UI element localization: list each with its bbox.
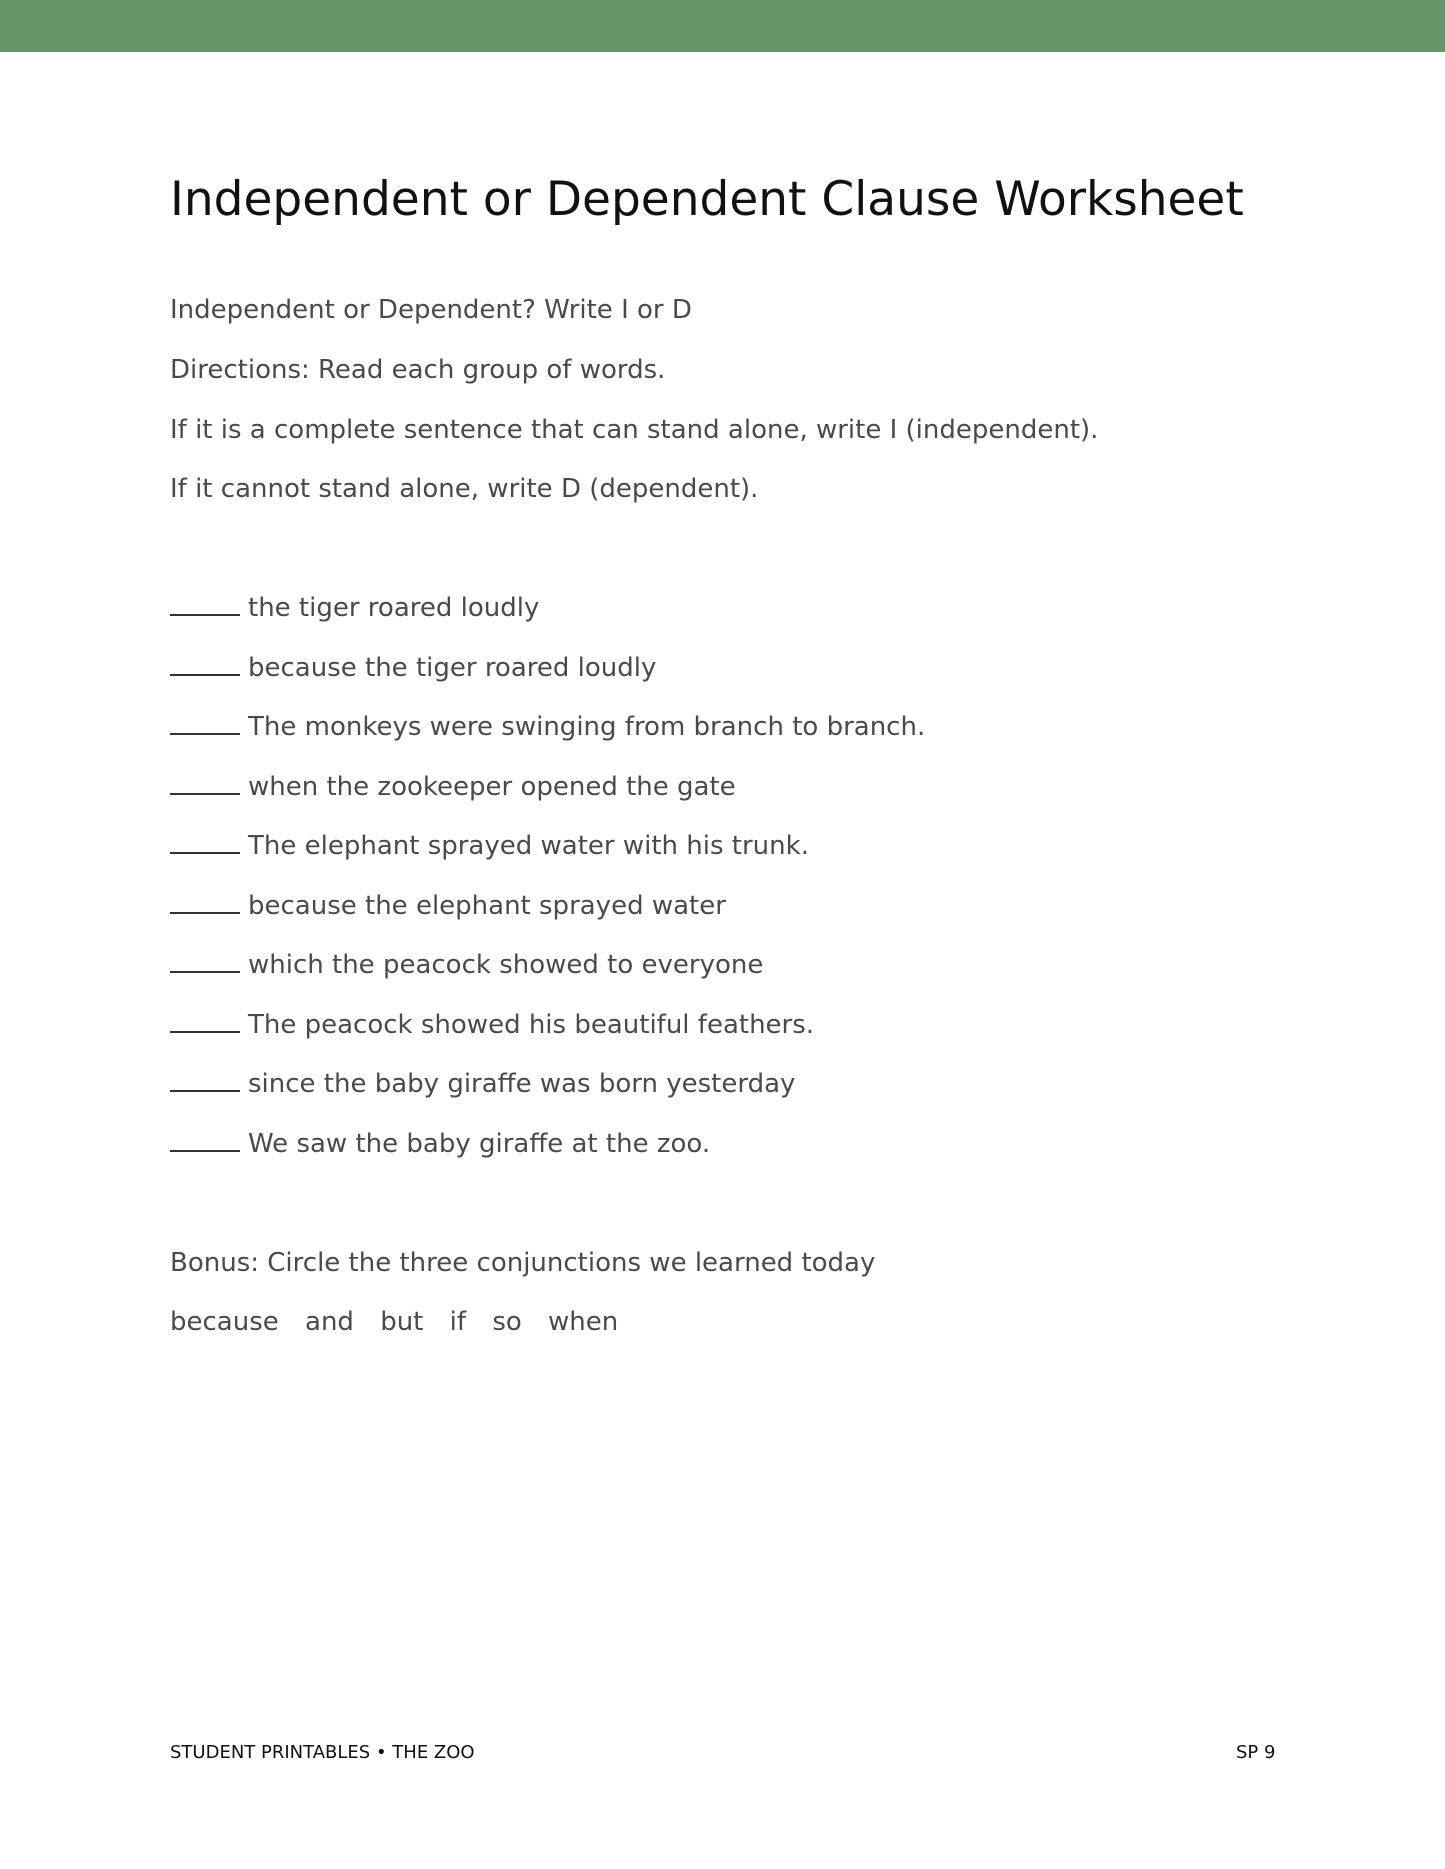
clause-text: We saw the baby giraffe at the zoo. [248,1129,711,1159]
clause-text: the tiger roared loudly [248,593,540,623]
clause-item [170,709,925,745]
answer-blank[interactable] [170,888,240,914]
instruction-line: If it cannot stand alone, write D (dependent). [170,474,759,504]
conjunction-word[interactable]: and [305,1307,354,1337]
clause-text: when the zookeeper opened the gate [248,772,736,802]
answer-blank[interactable] [170,1007,240,1033]
bonus-prompt: Bonus: Circle the three conjunctions we learned today [170,1248,876,1278]
page-number: SP 9 [1236,1742,1276,1763]
clause-text: because the elephant sprayed water [248,891,726,921]
clause-text: The peacock showed his beautiful feathers. [248,1010,815,1040]
footer-left-text: STUDENT PRINTABLES • THE ZOO [170,1742,475,1763]
conjunction-word[interactable]: because [170,1307,279,1337]
clause-text: The monkeys were swinging from branch to branch. [248,712,926,742]
clause-item [170,1066,795,1102]
conjunction-word[interactable]: but [380,1307,424,1337]
clause-item [170,1126,710,1162]
conjunction-word[interactable]: if [449,1307,467,1337]
clause-text: The elephant sprayed water with his trunk. [248,831,809,861]
instruction-line: Directions: Read each group of words. [170,355,666,385]
clause-item [170,888,726,924]
header-color-bar [0,0,1445,52]
clause-item [170,590,539,626]
answer-blank[interactable] [170,709,240,735]
instruction-line: Independent or Dependent? Write I or D [170,295,692,325]
answer-blank[interactable] [170,650,240,676]
conjunction-word[interactable]: so [492,1307,522,1337]
answer-blank[interactable] [170,828,240,854]
answer-blank[interactable] [170,769,240,795]
clause-item [170,769,736,805]
instruction-line: If it is a complete sentence that can stand alone, write I (independent). [170,415,1099,445]
conjunction-word[interactable]: when [548,1307,619,1337]
clause-item [170,650,656,686]
worksheet-title: Independent or Dependent Clause Worksheet [170,172,1244,227]
answer-blank[interactable] [170,590,240,616]
answer-blank[interactable] [170,1126,240,1152]
clause-text: which the peacock showed to everyone [248,950,764,980]
clause-item [170,828,809,864]
clause-text: because the tiger roared loudly [248,653,657,683]
clause-text: since the baby giraffe was born yesterday [248,1069,796,1099]
answer-blank[interactable] [170,947,240,973]
clause-item [170,947,763,983]
clause-item [170,1007,814,1043]
answer-blank[interactable] [170,1066,240,1092]
conjunction-choices [170,1304,636,1340]
